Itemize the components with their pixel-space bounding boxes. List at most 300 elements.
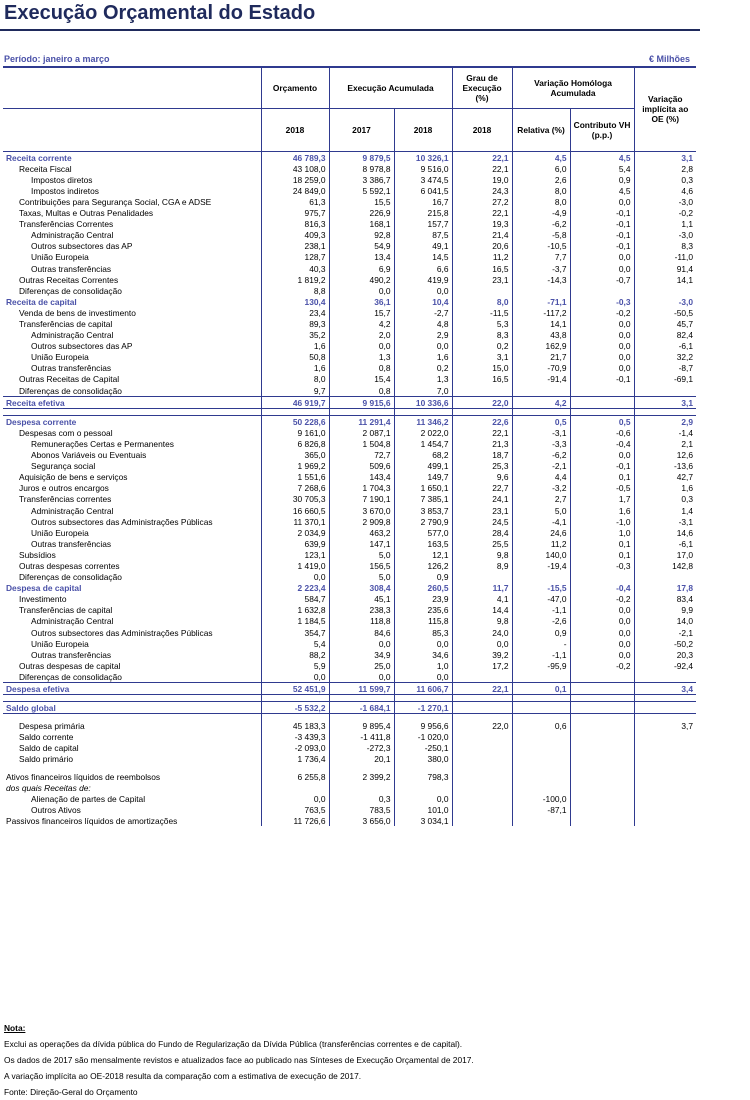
cell-value	[452, 770, 512, 781]
cell-value: 5,0	[329, 571, 394, 582]
cell-value: 46 789,3	[261, 151, 329, 163]
cell-value: 584,7	[261, 593, 329, 604]
cell-value: 1 704,3	[329, 482, 394, 493]
cell-value: -250,1	[394, 742, 452, 753]
cell-value: -0,1	[570, 218, 634, 229]
cell-value: -1 020,0	[394, 731, 452, 742]
cell-value: 0,0	[570, 362, 634, 373]
note-source: Fonte: Direção-Geral do Orçamento	[4, 1087, 138, 1097]
cell-value: -95,9	[512, 660, 570, 671]
cell-value: 4,1	[452, 593, 512, 604]
cell-value	[452, 571, 512, 582]
cell-value: 13,4	[329, 251, 394, 262]
cell-value: 0,5	[512, 415, 570, 427]
cell-value: 22,0	[452, 396, 512, 408]
cell-value: -0,2	[570, 593, 634, 604]
row-label: Transferências de capital	[19, 319, 113, 329]
cell-value: -2,7	[394, 307, 452, 318]
cell-value: 1,3	[329, 351, 394, 362]
cell-value: 143,4	[329, 471, 394, 482]
cell-value: 0,9	[512, 626, 570, 637]
row-label: Taxas, Multas e Outras Penalidades	[19, 208, 154, 219]
cell-value: 226,9	[329, 207, 394, 218]
cell-value: 0,1	[570, 549, 634, 560]
budget-table	[3, 66, 696, 826]
cell-value: 34,9	[329, 649, 394, 660]
cell-value: 147,1	[329, 538, 394, 549]
cell-value: -0,1	[570, 229, 634, 240]
header-variacao-homologa: Variação Homóloga Acumulada	[512, 67, 634, 108]
cell-value: -0,2	[570, 660, 634, 671]
cell-value: 365,0	[261, 449, 329, 460]
spacer-row	[3, 408, 696, 415]
cell-value: -1,0	[570, 516, 634, 527]
cell-value: 92,8	[329, 229, 394, 240]
table-row	[3, 307, 696, 318]
cell-value: 0,0	[570, 649, 634, 660]
cell-value: 24,3	[452, 185, 512, 196]
cell-value: 88,2	[261, 649, 329, 660]
cell-value: 157,7	[394, 218, 452, 229]
row-label: Passivos financeiros líquidos de amortizações	[6, 815, 178, 826]
row-label: Despesas com o pessoal	[19, 427, 113, 438]
cell-value: 0,3	[681, 494, 694, 505]
table-row	[3, 340, 696, 351]
row-label: Outros subsectores das AP	[31, 341, 133, 352]
cell-value: 1,1	[681, 219, 694, 230]
cell-value: 5,3	[452, 318, 512, 329]
cell-value	[512, 782, 570, 793]
table-row	[3, 427, 696, 438]
cell-value: 9 915,6	[329, 396, 394, 408]
cell-value: 85,3	[394, 626, 452, 637]
cell-value: 2,9	[394, 329, 452, 340]
cell-value: 163,5	[394, 538, 452, 549]
cell-value: 8,8	[261, 285, 329, 296]
cell-value: 46 919,7	[261, 396, 329, 408]
cell-value: 68,2	[394, 449, 452, 460]
cell-value: 21,4	[452, 229, 512, 240]
cell-value: 3 474,5	[394, 174, 452, 185]
cell-value: 16,5	[452, 373, 512, 384]
cell-value: 1 736,4	[261, 753, 329, 764]
cell-value: -0,4	[570, 438, 634, 449]
table-row	[3, 815, 696, 826]
notes-title: Nota:	[4, 1023, 26, 1033]
cell-value: 22,1	[452, 207, 512, 218]
cell-value: 19,0	[452, 174, 512, 185]
cell-value	[634, 815, 696, 826]
table-row	[3, 731, 696, 742]
cell-value: 7,0	[394, 384, 452, 396]
cell-value	[452, 285, 512, 296]
cell-value: 1,6	[261, 362, 329, 373]
cell-value: 14,5	[394, 251, 452, 262]
cell-value: 17,0	[676, 549, 694, 560]
cell-value	[570, 770, 634, 781]
cell-value: 639,9	[261, 538, 329, 549]
row-label: Outras Receitas Correntes	[19, 274, 119, 285]
table-row	[3, 262, 696, 273]
cell-value: 1,7	[570, 493, 634, 504]
cell-value: 9,9	[681, 605, 694, 616]
cell-value	[512, 815, 570, 826]
cell-value: 89,3	[261, 318, 329, 329]
cell-value: 0,9	[570, 174, 634, 185]
cell-value: 0,3	[329, 793, 394, 804]
cell-value: -11,0	[674, 252, 694, 263]
cell-value: 5,4	[261, 638, 329, 649]
cell-value	[570, 702, 634, 714]
cell-value: -3,2	[512, 482, 570, 493]
row-label: Outras transferências	[31, 649, 112, 660]
cell-value: 0,1	[570, 471, 634, 482]
cell-value: 23,1	[452, 504, 512, 515]
cell-value: 43,8	[512, 329, 570, 340]
cell-value: 1 632,8	[261, 604, 329, 615]
cell-value	[512, 571, 570, 582]
cell-value: 235,6	[394, 604, 452, 615]
cell-value	[394, 782, 452, 793]
cell-value	[570, 285, 634, 296]
cell-value: 24,5	[452, 516, 512, 527]
cell-value: 22,7	[452, 482, 512, 493]
cell-value: 463,2	[329, 527, 394, 538]
row-label: Transferências correntes	[19, 494, 112, 505]
cell-value: 12,1	[394, 549, 452, 560]
cell-value: 24,6	[512, 527, 570, 538]
cell-value: -	[512, 638, 570, 649]
cell-value: -1 411,8	[329, 731, 394, 742]
row-label: Transferências Correntes	[19, 219, 114, 230]
cell-value: 3 853,7	[394, 504, 452, 515]
cell-value: -91,4	[512, 373, 570, 384]
cell-value: 2 790,9	[394, 516, 452, 527]
cell-value: -87,1	[512, 804, 570, 815]
cell-value: 14,4	[452, 604, 512, 615]
cell-value	[634, 753, 696, 764]
cell-value: -4,9	[512, 207, 570, 218]
table-row	[3, 742, 696, 753]
cell-value	[512, 384, 570, 396]
cell-value: 45,1	[329, 593, 394, 604]
cell-value: 39,2	[452, 649, 512, 660]
cell-value	[512, 702, 570, 714]
cell-value: 20,6	[452, 240, 512, 251]
cell-value: 11 370,1	[261, 516, 329, 527]
cell-value: 6,9	[329, 262, 394, 273]
note-1: Exclui as operações da dívida pública do Fundo de Regularização da Dívida Pública (transferências correntes e de capital).	[4, 1039, 463, 1049]
cell-value: 2,0	[329, 329, 394, 340]
cell-value	[634, 793, 696, 804]
table-row	[3, 527, 696, 538]
cell-value: 0,0	[452, 638, 512, 649]
row-label: Diferenças de consolidação	[19, 285, 122, 296]
row-label: Receita corrente	[3, 151, 261, 163]
cell-value	[452, 671, 512, 683]
table-row	[3, 329, 696, 340]
cell-value: -100,0	[512, 793, 570, 804]
cell-value: -69,1	[673, 374, 694, 385]
cell-value: 9 516,0	[394, 163, 452, 174]
cell-value: 3 670,0	[329, 504, 394, 515]
cell-value: 380,0	[394, 753, 452, 764]
table-row	[3, 626, 696, 637]
cell-value: 1 419,0	[261, 560, 329, 571]
cell-value	[634, 782, 696, 793]
cell-value: -50,5	[673, 307, 694, 318]
cell-value: -117,2	[512, 307, 570, 318]
cell-value: 4,6	[681, 185, 694, 196]
cell-value: 4,5	[512, 151, 570, 163]
row-label: União Europeia	[31, 252, 89, 263]
cell-value: -15,5	[512, 582, 570, 593]
cell-value: -19,4	[512, 560, 570, 571]
cell-value: 4,4	[512, 471, 570, 482]
table-row	[3, 782, 696, 793]
table-row	[3, 504, 696, 515]
cell-value: 82,4	[676, 330, 694, 341]
cell-value: -3,0	[678, 196, 694, 207]
row-label: Despesa efetiva	[3, 682, 261, 694]
cell-value: 6 255,8	[261, 770, 329, 781]
cell-value	[634, 770, 696, 781]
cell-value: 0,0	[394, 638, 452, 649]
cell-value	[634, 731, 696, 742]
cell-value: 17,2	[452, 660, 512, 671]
cell-value: 0,0	[570, 604, 634, 615]
cell-value	[512, 731, 570, 742]
cell-value: 83,4	[676, 594, 694, 605]
cell-value: -50,2	[673, 638, 694, 649]
cell-value: 7 385,1	[394, 493, 452, 504]
cell-value	[452, 804, 512, 815]
cell-value: 3,1	[634, 151, 696, 163]
cell-value: -5,8	[512, 229, 570, 240]
table-row	[3, 163, 696, 174]
cell-value: 4,2	[329, 318, 394, 329]
cell-value	[570, 571, 634, 582]
cell-value: 15,0	[452, 362, 512, 373]
cell-value	[634, 742, 696, 753]
cell-value: 5 592,1	[329, 185, 394, 196]
table-row	[3, 296, 696, 307]
cell-value: 10,4	[394, 296, 452, 307]
cell-value	[452, 753, 512, 764]
cell-value	[512, 285, 570, 296]
row-label: Outras transferências	[31, 538, 112, 549]
cell-value: -11,5	[452, 307, 512, 318]
cell-value: -3,1	[512, 427, 570, 438]
cell-value: -14,3	[512, 274, 570, 285]
cell-value: -0,3	[570, 296, 634, 307]
cell-value: 0,8	[329, 384, 394, 396]
cell-value: -5 532,2	[261, 702, 329, 714]
cell-value: 8,0	[261, 373, 329, 384]
cell-value: 1 504,8	[329, 438, 394, 449]
cell-value	[512, 770, 570, 781]
cell-value	[570, 793, 634, 804]
cell-value: 2 909,8	[329, 516, 394, 527]
cell-value: 0,0	[570, 340, 634, 351]
cell-value: 2,9	[634, 415, 696, 427]
cell-value	[570, 720, 634, 731]
cell-value: 9,7	[261, 384, 329, 396]
cell-value: -0,3	[570, 560, 634, 571]
cell-value: 8 978,8	[329, 163, 394, 174]
cell-value: 10 326,1	[394, 151, 452, 163]
cell-value: 91,4	[676, 263, 694, 274]
cell-value: 0,0	[570, 615, 634, 626]
cell-value: 168,1	[329, 218, 394, 229]
cell-value	[570, 742, 634, 753]
cell-value: 142,8	[672, 560, 694, 571]
row-label: Administração Central	[31, 616, 114, 627]
cell-value: 0,0	[394, 340, 452, 351]
cell-value: 16,5	[452, 262, 512, 273]
cell-value: -1 270,1	[394, 702, 452, 714]
notes	[4, 1020, 474, 1100]
cell-value: 5,0	[512, 504, 570, 515]
cell-value: 3 034,1	[394, 815, 452, 826]
header-year-orcamento: 2018	[261, 108, 329, 151]
cell-value: 28,4	[452, 527, 512, 538]
cell-value: 9,8	[452, 615, 512, 626]
unit-label: € Milhões	[648, 54, 690, 64]
cell-value: 8,3	[452, 329, 512, 340]
cell-value	[452, 702, 512, 714]
row-label: Outras Receitas de Capital	[19, 374, 120, 385]
cell-value: 72,7	[329, 449, 394, 460]
row-label: Transferências de capital	[19, 605, 113, 616]
cell-value: 18 259,0	[261, 174, 329, 185]
cell-value: 87,5	[394, 229, 452, 240]
row-label: Juros e outros encargos	[19, 483, 109, 494]
row-label: Saldo de capital	[19, 743, 79, 754]
cell-value: 8,3	[681, 241, 694, 252]
cell-value: 24 849,0	[261, 185, 329, 196]
cell-value: -47,0	[512, 593, 570, 604]
cell-value: 126,2	[394, 560, 452, 571]
cell-value: 162,9	[512, 340, 570, 351]
cell-value: 19,3	[452, 218, 512, 229]
cell-value: -3,7	[512, 262, 570, 273]
page-title: Execução Orçamental do Estado	[4, 2, 316, 24]
cell-value: -0,1	[570, 373, 634, 384]
cell-value: -0,7	[570, 274, 634, 285]
cell-value	[452, 384, 512, 396]
row-label: Saldo primário	[19, 754, 73, 765]
table-row	[3, 415, 696, 427]
cell-value: 2 087,1	[329, 427, 394, 438]
row-label: Saldo corrente	[19, 732, 74, 743]
cell-value: 2,6	[512, 174, 570, 185]
cell-value: 3 656,0	[329, 815, 394, 826]
cell-value: 0,8	[329, 362, 394, 373]
cell-value: 52 451,9	[261, 682, 329, 694]
cell-value: 115,8	[394, 615, 452, 626]
cell-value: 9,8	[452, 549, 512, 560]
row-label: Receita efetiva	[3, 396, 261, 408]
row-label: Saldo global	[3, 702, 261, 714]
cell-value: -6,1	[678, 538, 694, 549]
cell-value: 156,5	[329, 560, 394, 571]
cell-value: 7 268,6	[261, 482, 329, 493]
table-row	[3, 549, 696, 560]
cell-value: 9 161,0	[261, 427, 329, 438]
cell-value: -3,0	[678, 230, 694, 241]
cell-value: 763,5	[261, 804, 329, 815]
table-row	[3, 384, 696, 396]
title-divider	[0, 29, 700, 31]
table-row	[3, 571, 696, 582]
cell-value: 3,4	[634, 682, 696, 694]
row-label: Despesa de capital	[6, 583, 82, 594]
cell-value	[570, 682, 634, 694]
cell-value	[570, 671, 634, 683]
row-label: Administração Central	[31, 505, 114, 516]
row-label: União Europeia	[31, 352, 89, 363]
cell-value	[452, 742, 512, 753]
cell-value: 15,5	[329, 196, 394, 207]
cell-value: 11,7	[452, 582, 512, 593]
table-row	[3, 396, 696, 408]
cell-value: 8,0	[512, 196, 570, 207]
row-label: União Europeia	[31, 638, 89, 649]
table-row	[3, 615, 696, 626]
cell-value: 84,6	[329, 626, 394, 637]
cell-value: 15,7	[329, 307, 394, 318]
cell-value: 0,0	[329, 340, 394, 351]
table-row	[3, 493, 696, 504]
cell-value: 0,0	[394, 285, 452, 296]
cell-value	[570, 815, 634, 826]
cell-value: 45,7	[676, 319, 694, 329]
cell-value: 499,1	[394, 460, 452, 471]
cell-value: 27,2	[452, 196, 512, 207]
cell-value: 6 041,5	[394, 185, 452, 196]
cell-value: 25,5	[452, 538, 512, 549]
row-label: Diferenças de consolidação	[19, 572, 122, 583]
table-row	[3, 218, 696, 229]
cell-value: 490,2	[329, 274, 394, 285]
cell-value: 11 726,6	[261, 815, 329, 826]
cell-value: 6,0	[512, 163, 570, 174]
cell-value: 577,0	[394, 527, 452, 538]
cell-value: 1 184,5	[261, 615, 329, 626]
cell-value: 1 454,7	[394, 438, 452, 449]
cell-value: 9 895,4	[329, 720, 394, 731]
row-label: Impostos diretos	[31, 174, 93, 185]
cell-value: 22,1	[452, 427, 512, 438]
row-label: Administração Central	[31, 330, 114, 341]
cell-value: 2,1	[681, 438, 694, 449]
row-label: Despesa corrente	[3, 415, 261, 427]
cell-value: 1 551,6	[261, 471, 329, 482]
cell-value: -3,0	[678, 296, 694, 307]
cell-value: 0,0	[329, 638, 394, 649]
cell-value: 18,7	[452, 449, 512, 460]
cell-value: 50,8	[261, 351, 329, 362]
table-row	[3, 753, 696, 764]
cell-value: 238,1	[261, 240, 329, 251]
cell-value: 36,1	[329, 296, 394, 307]
cell-value: 43 108,0	[261, 163, 329, 174]
cell-value: 4,5	[570, 151, 634, 163]
row-label: Outras transferências	[31, 363, 112, 374]
cell-value: 49,1	[394, 240, 452, 251]
cell-value: 260,5	[394, 582, 452, 593]
